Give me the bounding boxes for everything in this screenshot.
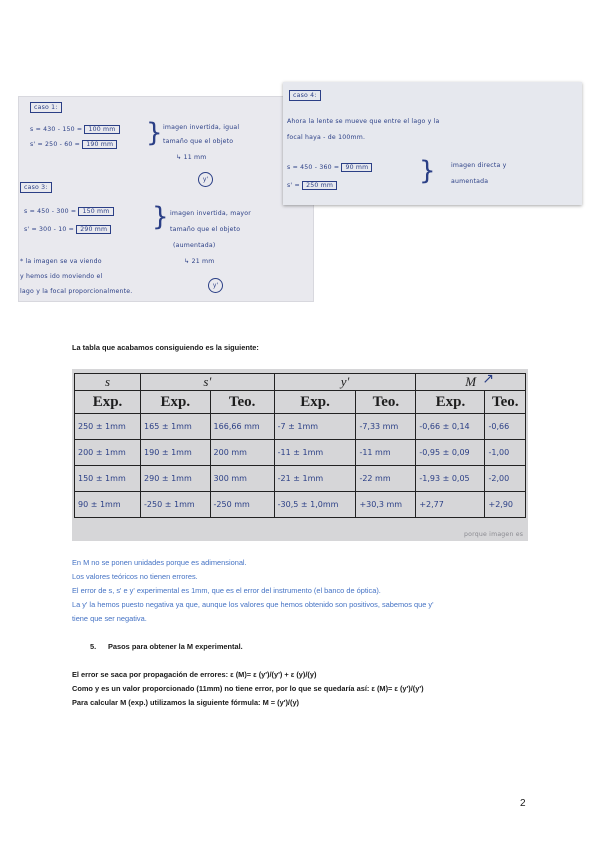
case4-s-equation: s = 450 - 360 = 90 mm: [287, 164, 372, 171]
table-cell: -21 ± 1mm: [274, 466, 356, 492]
table-photo: [72, 369, 528, 541]
table-cell: -1,00: [485, 440, 526, 466]
table-cell: -2,00: [485, 466, 526, 492]
footnote-line1: * la imagen se va viendo: [20, 258, 102, 265]
case3-label: caso 3:: [20, 182, 52, 193]
footnote-line3: lago y la focal proporcionalmente.: [20, 288, 133, 295]
table-cell: 200 ± 1mm: [75, 440, 141, 466]
case4-line1: Ahora la lente se mueve que entre el lago y la: [287, 118, 440, 125]
table-cell: -0,95 ± 0,09: [416, 440, 485, 466]
table-row: [75, 466, 526, 492]
sub-header: Teo.: [485, 391, 526, 414]
case3-s-equation: s = 450 - 300 = 150 mm: [24, 208, 114, 215]
table-cell: 200 mm: [210, 440, 274, 466]
table-intro: La tabla que acabamos consiguiendo es la siguiente:: [72, 343, 259, 352]
table-cell: -22 mm: [356, 466, 416, 492]
body-line: Para calcular M (exp.) utilizamos la siguiente fórmula: M = (y')/(y): [72, 698, 300, 707]
group-header: s': [141, 374, 275, 391]
ghost-handwriting: porque imagen es: [464, 531, 524, 538]
table-cell: -11 ± 1mm: [274, 440, 356, 466]
table-cell: -250 ± 1mm: [141, 492, 211, 518]
case1-s-equation: s = 430 - 150 = 100 mm: [30, 126, 120, 133]
note-line: Los valores teóricos no tienen errores.: [72, 572, 198, 581]
sub-header-row: [75, 391, 526, 414]
table-cell: -30,5 ± 1,0mm: [274, 492, 356, 518]
table-cell: 190 ± 1mm: [141, 440, 211, 466]
pen-arrow-mark: ↗: [482, 371, 494, 387]
footnote-line2: y hemos ido moviendo el: [20, 273, 103, 280]
table-cell: -7 ± 1mm: [274, 414, 356, 440]
table-cell: 166,66 mm: [210, 414, 274, 440]
table-cell: +2,90: [485, 492, 526, 518]
table-row: [75, 440, 526, 466]
brace: }: [152, 202, 169, 232]
case3-note-line2: tamaño que el objeto: [170, 226, 241, 233]
group-header-row: [75, 374, 526, 391]
table-cell: +2,77: [416, 492, 485, 518]
case1-sprime-equation: s' = 250 - 60 = 190 mm: [30, 141, 117, 148]
case3-image-size: ↳ 21 mm: [184, 258, 215, 265]
brace: }: [419, 156, 436, 186]
table-cell: +30,3 mm: [356, 492, 416, 518]
results-table: [74, 373, 526, 518]
table-cell: 150 ± 1mm: [75, 466, 141, 492]
brace: }: [146, 118, 163, 148]
case3-note-line3: (aumentada): [173, 242, 216, 249]
body-line: El error se saca por propagación de errores: ε (M)= ε (y')/(y') + ε (y)/(y): [72, 670, 317, 679]
group-header: y': [274, 374, 416, 391]
handwritten-notes-photo-left: [18, 96, 314, 302]
case3-sprime-equation: s' = 300 - 10 = 290 mm: [24, 226, 111, 233]
case1-yprime-circle: y': [198, 172, 213, 187]
case1-label: caso 1:: [30, 102, 62, 113]
case4-sprime-equation: s' = 250 mm: [287, 182, 337, 189]
sub-header: Exp.: [274, 391, 356, 414]
note-line: En M no se ponen unidades porque es adimensional.: [72, 558, 247, 567]
note-line: tiene que ser negativa.: [72, 614, 147, 623]
group-header: M: [416, 374, 526, 391]
table-cell: 300 mm: [210, 466, 274, 492]
case4-line2: focal haya - de 100mm.: [287, 134, 366, 141]
table-cell: 90 ± 1mm: [75, 492, 141, 518]
table-cell: -250 mm: [210, 492, 274, 518]
section-number: 5.: [90, 642, 97, 651]
case1-note-line2: tamaño que el objeto: [163, 138, 234, 145]
table-cell: 165 ± 1mm: [141, 414, 211, 440]
table-cell: 290 ± 1mm: [141, 466, 211, 492]
case3-note-line1: imagen invertida, mayor: [170, 210, 252, 217]
sub-header: Teo.: [210, 391, 274, 414]
sub-header: Exp.: [75, 391, 141, 414]
case1-note-line1: imagen invertida, igual: [163, 124, 240, 131]
body-line: Como y es un valor proporcionado (11mm) no tiene error, por lo que se quedaría así: ε (M)= ε (y')/(y'): [72, 684, 424, 693]
table-row: [75, 414, 526, 440]
table-cell: -0,66: [485, 414, 526, 440]
table-cell: -1,93 ± 0,05: [416, 466, 485, 492]
table-cell: 250 ± 1mm: [75, 414, 141, 440]
note-line: La y' la hemos puesto negativa ya que, aunque los valores que hemos obtenido son positivos, sabemos que y': [72, 600, 434, 609]
sub-header: Exp.: [416, 391, 485, 414]
case4-note-line2: aumentada: [451, 178, 489, 185]
case3-yprime-circle: y': [208, 278, 223, 293]
group-header: s: [75, 374, 141, 391]
sub-header: Teo.: [356, 391, 416, 414]
table-cell: -11 mm: [356, 440, 416, 466]
table-row: [75, 492, 526, 518]
section-title: Pasos para obtener la M experimental.: [108, 642, 243, 651]
sub-header: Exp.: [141, 391, 211, 414]
case1-image-size: ↳ 11 mm: [176, 154, 207, 161]
page-number: 2: [520, 798, 526, 809]
table-cell: -7,33 mm: [356, 414, 416, 440]
case4-label: caso 4:: [289, 90, 321, 101]
case4-note-line1: imagen directa y: [451, 162, 507, 169]
handwritten-notes-photo-right: [283, 82, 582, 205]
table-cell: -0,66 ± 0,14: [416, 414, 485, 440]
note-line: El error de s, s' e y' experimental es 1mm, que es el error del instrumento (el banco de óptica).: [72, 586, 381, 595]
